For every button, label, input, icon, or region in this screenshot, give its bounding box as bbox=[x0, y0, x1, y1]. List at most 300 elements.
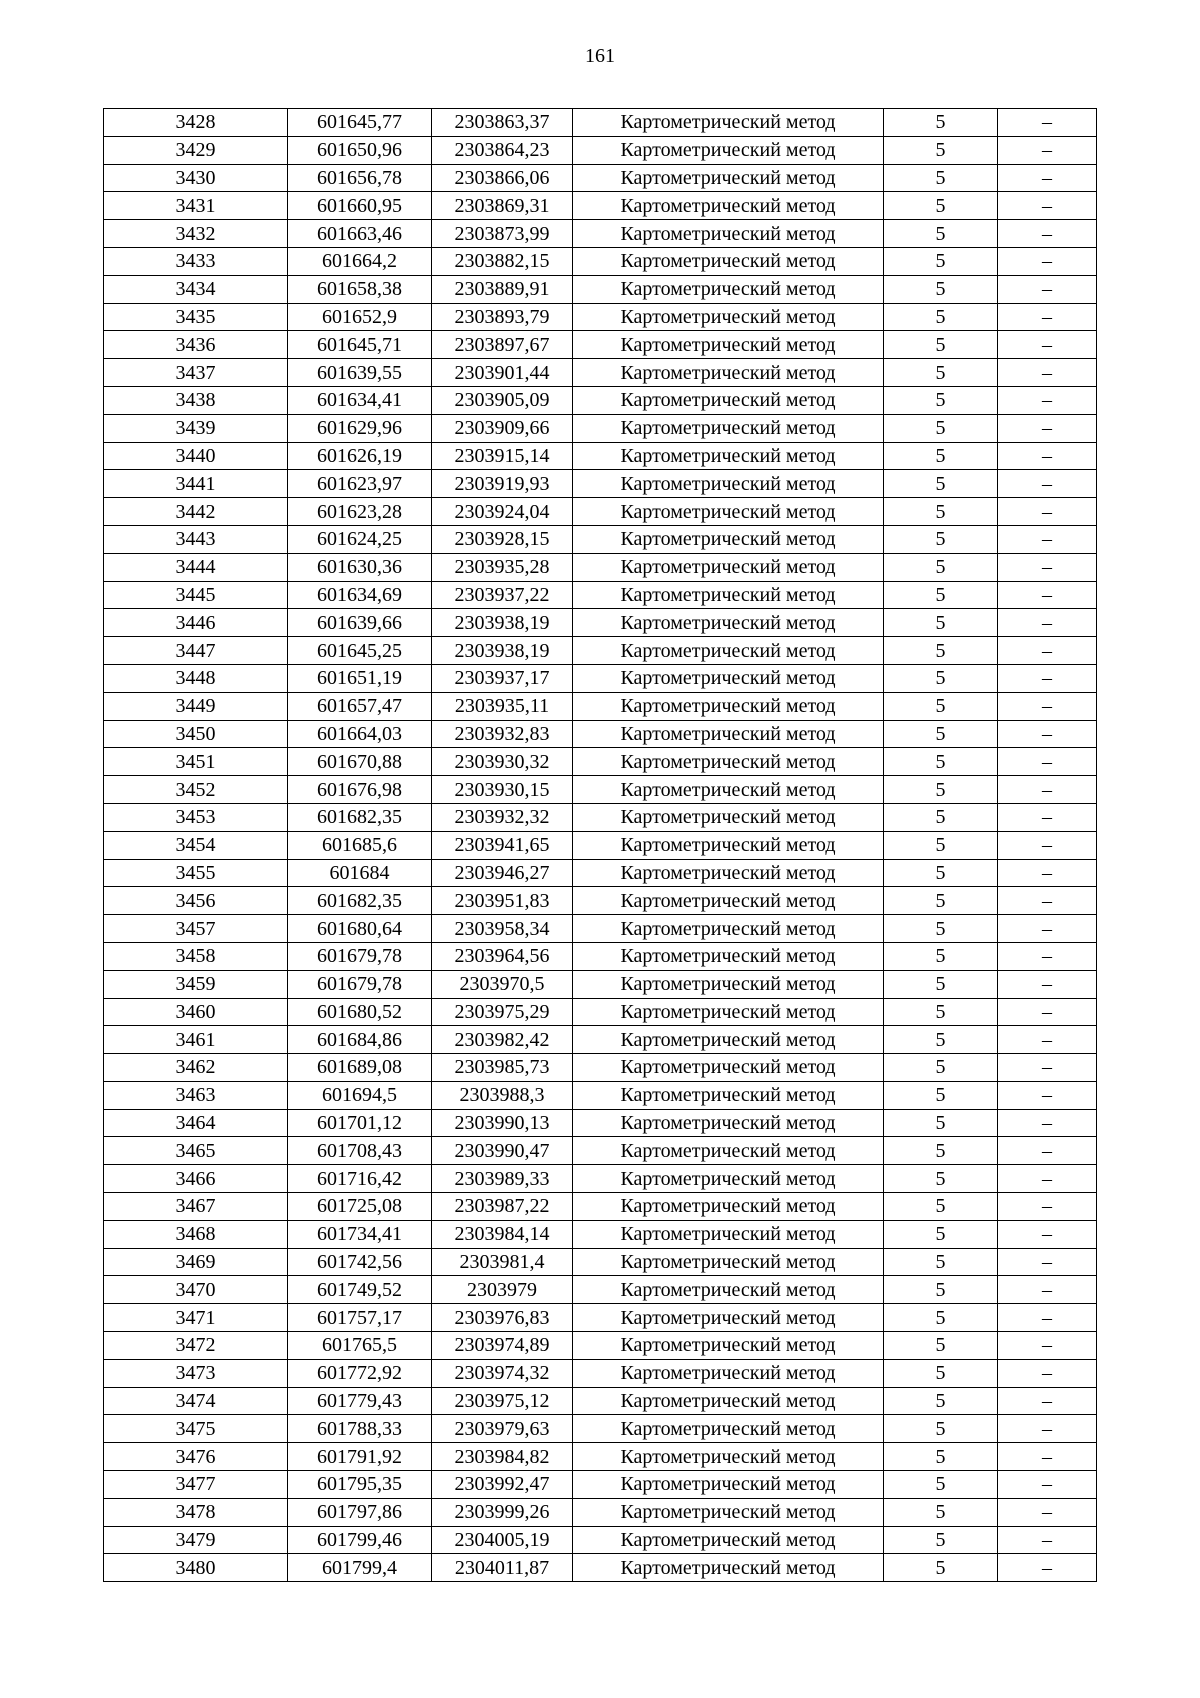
x-coordinate-cell: 601634,69 bbox=[288, 581, 432, 609]
accuracy-cell: 5 bbox=[884, 1054, 998, 1082]
note-cell: – bbox=[998, 1443, 1097, 1471]
point-number-cell: 3464 bbox=[104, 1109, 288, 1137]
x-coordinate-cell: 601657,47 bbox=[288, 692, 432, 720]
accuracy-cell: 5 bbox=[884, 1415, 998, 1443]
x-coordinate-cell: 601663,46 bbox=[288, 220, 432, 248]
note-cell: – bbox=[998, 1248, 1097, 1276]
accuracy-cell: 5 bbox=[884, 1332, 998, 1360]
y-coordinate-cell: 2303938,19 bbox=[432, 609, 573, 637]
x-coordinate-cell: 601650,96 bbox=[288, 136, 432, 164]
method-cell: Картометрический метод bbox=[573, 692, 884, 720]
note-cell: – bbox=[998, 1137, 1097, 1165]
table-row bbox=[104, 275, 1097, 303]
table-row bbox=[104, 1554, 1097, 1582]
point-number-cell: 3471 bbox=[104, 1304, 288, 1332]
x-coordinate-cell: 601788,33 bbox=[288, 1415, 432, 1443]
x-coordinate-cell: 601682,35 bbox=[288, 803, 432, 831]
method-cell: Картометрический метод bbox=[573, 1081, 884, 1109]
y-coordinate-cell: 2303882,15 bbox=[432, 247, 573, 275]
note-cell: – bbox=[998, 1304, 1097, 1332]
point-number-cell: 3468 bbox=[104, 1220, 288, 1248]
method-cell: Картометрический метод bbox=[573, 1359, 884, 1387]
method-cell: Картометрический метод bbox=[573, 359, 884, 387]
accuracy-cell: 5 bbox=[884, 998, 998, 1026]
note-cell: – bbox=[998, 1276, 1097, 1304]
note-cell: – bbox=[998, 192, 1097, 220]
note-cell: – bbox=[998, 525, 1097, 553]
table-row bbox=[104, 1415, 1097, 1443]
y-coordinate-cell: 2303981,4 bbox=[432, 1248, 573, 1276]
note-cell: – bbox=[998, 859, 1097, 887]
method-cell: Картометрический метод bbox=[573, 1026, 884, 1054]
point-number-cell: 3440 bbox=[104, 442, 288, 470]
table-row bbox=[104, 1109, 1097, 1137]
y-coordinate-cell: 2303863,37 bbox=[432, 109, 573, 137]
y-coordinate-cell: 2303988,3 bbox=[432, 1081, 573, 1109]
table-row bbox=[104, 109, 1097, 137]
point-number-cell: 3434 bbox=[104, 275, 288, 303]
accuracy-cell: 5 bbox=[884, 1137, 998, 1165]
point-number-cell: 3469 bbox=[104, 1248, 288, 1276]
y-coordinate-cell: 2303935,28 bbox=[432, 553, 573, 581]
y-coordinate-cell: 2303928,15 bbox=[432, 525, 573, 553]
point-number-cell: 3451 bbox=[104, 748, 288, 776]
point-number-cell: 3435 bbox=[104, 303, 288, 331]
note-cell: – bbox=[998, 609, 1097, 637]
y-coordinate-cell: 2303905,09 bbox=[432, 386, 573, 414]
table-row bbox=[104, 525, 1097, 553]
note-cell: – bbox=[998, 359, 1097, 387]
table-row bbox=[104, 803, 1097, 831]
point-number-cell: 3460 bbox=[104, 998, 288, 1026]
point-number-cell: 3467 bbox=[104, 1193, 288, 1221]
note-cell: – bbox=[998, 915, 1097, 943]
method-cell: Картометрический метод bbox=[573, 637, 884, 665]
accuracy-cell: 5 bbox=[884, 1526, 998, 1554]
method-cell: Картометрический метод bbox=[573, 1332, 884, 1360]
accuracy-cell: 5 bbox=[884, 359, 998, 387]
point-number-cell: 3450 bbox=[104, 720, 288, 748]
table-row bbox=[104, 386, 1097, 414]
note-cell: – bbox=[998, 581, 1097, 609]
note-cell: – bbox=[998, 998, 1097, 1026]
x-coordinate-cell: 601680,52 bbox=[288, 998, 432, 1026]
y-coordinate-cell: 2303909,66 bbox=[432, 414, 573, 442]
y-coordinate-cell: 2303992,47 bbox=[432, 1471, 573, 1499]
note-cell: – bbox=[998, 1165, 1097, 1193]
note-cell: – bbox=[998, 1498, 1097, 1526]
y-coordinate-cell: 2303866,06 bbox=[432, 164, 573, 192]
table-row bbox=[104, 692, 1097, 720]
x-coordinate-cell: 601658,38 bbox=[288, 275, 432, 303]
accuracy-cell: 5 bbox=[884, 109, 998, 137]
point-number-cell: 3474 bbox=[104, 1387, 288, 1415]
method-cell: Картометрический метод bbox=[573, 915, 884, 943]
method-cell: Картометрический метод bbox=[573, 275, 884, 303]
accuracy-cell: 5 bbox=[884, 1304, 998, 1332]
table-row bbox=[104, 1026, 1097, 1054]
table-row bbox=[104, 470, 1097, 498]
point-number-cell: 3472 bbox=[104, 1332, 288, 1360]
table-row bbox=[104, 859, 1097, 887]
x-coordinate-cell: 601791,92 bbox=[288, 1443, 432, 1471]
y-coordinate-cell: 2303990,13 bbox=[432, 1109, 573, 1137]
table-row bbox=[104, 498, 1097, 526]
x-coordinate-cell: 601684,86 bbox=[288, 1026, 432, 1054]
point-number-cell: 3437 bbox=[104, 359, 288, 387]
note-cell: – bbox=[998, 1471, 1097, 1499]
table-row bbox=[104, 164, 1097, 192]
point-number-cell: 3438 bbox=[104, 386, 288, 414]
table-row bbox=[104, 1359, 1097, 1387]
y-coordinate-cell: 2303901,44 bbox=[432, 359, 573, 387]
x-coordinate-cell: 601757,17 bbox=[288, 1304, 432, 1332]
table-row bbox=[104, 887, 1097, 915]
method-cell: Картометрический метод bbox=[573, 1248, 884, 1276]
point-number-cell: 3452 bbox=[104, 776, 288, 804]
table-row bbox=[104, 637, 1097, 665]
x-coordinate-cell: 601734,41 bbox=[288, 1220, 432, 1248]
method-cell: Картометрический метод bbox=[573, 109, 884, 137]
x-coordinate-cell: 601680,64 bbox=[288, 915, 432, 943]
point-number-cell: 3456 bbox=[104, 887, 288, 915]
x-coordinate-cell: 601799,4 bbox=[288, 1554, 432, 1582]
accuracy-cell: 5 bbox=[884, 1220, 998, 1248]
accuracy-cell: 5 bbox=[884, 303, 998, 331]
method-cell: Картометрический метод bbox=[573, 1498, 884, 1526]
y-coordinate-cell: 2303964,56 bbox=[432, 942, 573, 970]
x-coordinate-cell: 601670,88 bbox=[288, 748, 432, 776]
x-coordinate-cell: 601701,12 bbox=[288, 1109, 432, 1137]
accuracy-cell: 5 bbox=[884, 275, 998, 303]
table-row bbox=[104, 1193, 1097, 1221]
x-coordinate-cell: 601797,86 bbox=[288, 1498, 432, 1526]
y-coordinate-cell: 2303893,79 bbox=[432, 303, 573, 331]
x-coordinate-cell: 601772,92 bbox=[288, 1359, 432, 1387]
accuracy-cell: 5 bbox=[884, 1248, 998, 1276]
y-coordinate-cell: 2303919,93 bbox=[432, 470, 573, 498]
method-cell: Картометрический метод bbox=[573, 581, 884, 609]
method-cell: Картометрический метод bbox=[573, 1443, 884, 1471]
table-row bbox=[104, 303, 1097, 331]
point-number-cell: 3443 bbox=[104, 525, 288, 553]
x-coordinate-cell: 601742,56 bbox=[288, 1248, 432, 1276]
method-cell: Картометрический метод bbox=[573, 859, 884, 887]
y-coordinate-cell: 2303930,32 bbox=[432, 748, 573, 776]
accuracy-cell: 5 bbox=[884, 1081, 998, 1109]
x-coordinate-cell: 601676,98 bbox=[288, 776, 432, 804]
y-coordinate-cell: 2303985,73 bbox=[432, 1054, 573, 1082]
method-cell: Картометрический метод bbox=[573, 1137, 884, 1165]
accuracy-cell: 5 bbox=[884, 887, 998, 915]
table-row bbox=[104, 331, 1097, 359]
y-coordinate-cell: 2303987,22 bbox=[432, 1193, 573, 1221]
y-coordinate-cell: 2303889,91 bbox=[432, 275, 573, 303]
method-cell: Картометрический метод bbox=[573, 887, 884, 915]
accuracy-cell: 5 bbox=[884, 247, 998, 275]
x-coordinate-cell: 601626,19 bbox=[288, 442, 432, 470]
point-number-cell: 3447 bbox=[104, 637, 288, 665]
note-cell: – bbox=[998, 942, 1097, 970]
y-coordinate-cell: 2304011,87 bbox=[432, 1554, 573, 1582]
x-coordinate-cell: 601664,2 bbox=[288, 247, 432, 275]
table-row bbox=[104, 1137, 1097, 1165]
note-cell: – bbox=[998, 1109, 1097, 1137]
note-cell: – bbox=[998, 776, 1097, 804]
accuracy-cell: 5 bbox=[884, 637, 998, 665]
accuracy-cell: 5 bbox=[884, 1554, 998, 1582]
accuracy-cell: 5 bbox=[884, 1276, 998, 1304]
accuracy-cell: 5 bbox=[884, 164, 998, 192]
y-coordinate-cell: 2303974,32 bbox=[432, 1359, 573, 1387]
point-number-cell: 3458 bbox=[104, 942, 288, 970]
y-coordinate-cell: 2303864,23 bbox=[432, 136, 573, 164]
method-cell: Картометрический метод bbox=[573, 1109, 884, 1137]
y-coordinate-cell: 2303930,15 bbox=[432, 776, 573, 804]
accuracy-cell: 5 bbox=[884, 1193, 998, 1221]
y-coordinate-cell: 2303979,63 bbox=[432, 1415, 573, 1443]
table-row bbox=[104, 442, 1097, 470]
point-number-cell: 3430 bbox=[104, 164, 288, 192]
note-cell: – bbox=[998, 720, 1097, 748]
point-number-cell: 3476 bbox=[104, 1443, 288, 1471]
point-number-cell: 3470 bbox=[104, 1276, 288, 1304]
accuracy-cell: 5 bbox=[884, 386, 998, 414]
method-cell: Картометрический метод bbox=[573, 164, 884, 192]
accuracy-cell: 5 bbox=[884, 609, 998, 637]
accuracy-cell: 5 bbox=[884, 748, 998, 776]
point-number-cell: 3433 bbox=[104, 247, 288, 275]
x-coordinate-cell: 601679,78 bbox=[288, 942, 432, 970]
y-coordinate-cell: 2304005,19 bbox=[432, 1526, 573, 1554]
point-number-cell: 3436 bbox=[104, 331, 288, 359]
accuracy-cell: 5 bbox=[884, 525, 998, 553]
note-cell: – bbox=[998, 1415, 1097, 1443]
method-cell: Картометрический метод bbox=[573, 776, 884, 804]
x-coordinate-cell: 601685,6 bbox=[288, 831, 432, 859]
point-number-cell: 3445 bbox=[104, 581, 288, 609]
note-cell: – bbox=[998, 331, 1097, 359]
point-number-cell: 3449 bbox=[104, 692, 288, 720]
note-cell: – bbox=[998, 803, 1097, 831]
note-cell: – bbox=[998, 414, 1097, 442]
method-cell: Картометрический метод bbox=[573, 998, 884, 1026]
note-cell: – bbox=[998, 303, 1097, 331]
table-row bbox=[104, 970, 1097, 998]
method-cell: Картометрический метод bbox=[573, 303, 884, 331]
point-number-cell: 3448 bbox=[104, 664, 288, 692]
y-coordinate-cell: 2303924,04 bbox=[432, 498, 573, 526]
accuracy-cell: 5 bbox=[884, 1165, 998, 1193]
table-row bbox=[104, 942, 1097, 970]
accuracy-cell: 5 bbox=[884, 970, 998, 998]
point-number-cell: 3431 bbox=[104, 192, 288, 220]
method-cell: Картометрический метод bbox=[573, 498, 884, 526]
point-number-cell: 3444 bbox=[104, 553, 288, 581]
y-coordinate-cell: 2303984,82 bbox=[432, 1443, 573, 1471]
point-number-cell: 3446 bbox=[104, 609, 288, 637]
note-cell: – bbox=[998, 442, 1097, 470]
x-coordinate-cell: 601645,71 bbox=[288, 331, 432, 359]
point-number-cell: 3463 bbox=[104, 1081, 288, 1109]
accuracy-cell: 5 bbox=[884, 776, 998, 804]
x-coordinate-cell: 601634,41 bbox=[288, 386, 432, 414]
method-cell: Картометрический метод bbox=[573, 1471, 884, 1499]
accuracy-cell: 5 bbox=[884, 192, 998, 220]
method-cell: Картометрический метод bbox=[573, 553, 884, 581]
method-cell: Картометрический метод bbox=[573, 470, 884, 498]
x-coordinate-cell: 601682,35 bbox=[288, 887, 432, 915]
x-coordinate-cell: 601624,25 bbox=[288, 525, 432, 553]
x-coordinate-cell: 601660,95 bbox=[288, 192, 432, 220]
note-cell: – bbox=[998, 1359, 1097, 1387]
accuracy-cell: 5 bbox=[884, 803, 998, 831]
note-cell: – bbox=[998, 1081, 1097, 1109]
table-row bbox=[104, 1443, 1097, 1471]
x-coordinate-cell: 601623,97 bbox=[288, 470, 432, 498]
point-number-cell: 3466 bbox=[104, 1165, 288, 1193]
accuracy-cell: 5 bbox=[884, 942, 998, 970]
x-coordinate-cell: 601725,08 bbox=[288, 1193, 432, 1221]
x-coordinate-cell: 601694,5 bbox=[288, 1081, 432, 1109]
table-row bbox=[104, 1304, 1097, 1332]
table-body bbox=[104, 109, 1097, 1582]
point-number-cell: 3455 bbox=[104, 859, 288, 887]
method-cell: Картометрический метод bbox=[573, 1304, 884, 1332]
y-coordinate-cell: 2303975,29 bbox=[432, 998, 573, 1026]
point-number-cell: 3478 bbox=[104, 1498, 288, 1526]
point-number-cell: 3454 bbox=[104, 831, 288, 859]
table-row bbox=[104, 1332, 1097, 1360]
note-cell: – bbox=[998, 1332, 1097, 1360]
method-cell: Картометрический метод bbox=[573, 1387, 884, 1415]
note-cell: – bbox=[998, 1526, 1097, 1554]
note-cell: – bbox=[998, 247, 1097, 275]
note-cell: – bbox=[998, 1554, 1097, 1582]
accuracy-cell: 5 bbox=[884, 470, 998, 498]
table-row bbox=[104, 1220, 1097, 1248]
note-cell: – bbox=[998, 553, 1097, 581]
accuracy-cell: 5 bbox=[884, 1498, 998, 1526]
point-number-cell: 3479 bbox=[104, 1526, 288, 1554]
accuracy-cell: 5 bbox=[884, 1359, 998, 1387]
table-row bbox=[104, 664, 1097, 692]
y-coordinate-cell: 2303990,47 bbox=[432, 1137, 573, 1165]
table-row bbox=[104, 748, 1097, 776]
accuracy-cell: 5 bbox=[884, 720, 998, 748]
note-cell: – bbox=[998, 831, 1097, 859]
method-cell: Картометрический метод bbox=[573, 136, 884, 164]
y-coordinate-cell: 2303946,27 bbox=[432, 859, 573, 887]
note-cell: – bbox=[998, 136, 1097, 164]
accuracy-cell: 5 bbox=[884, 664, 998, 692]
y-coordinate-cell: 2303976,83 bbox=[432, 1304, 573, 1332]
point-number-cell: 3441 bbox=[104, 470, 288, 498]
y-coordinate-cell: 2303932,32 bbox=[432, 803, 573, 831]
method-cell: Картометрический метод bbox=[573, 331, 884, 359]
method-cell: Картометрический метод bbox=[573, 247, 884, 275]
method-cell: Картометрический метод bbox=[573, 386, 884, 414]
x-coordinate-cell: 601795,35 bbox=[288, 1471, 432, 1499]
method-cell: Картометрический метод bbox=[573, 970, 884, 998]
method-cell: Картометрический метод bbox=[573, 748, 884, 776]
x-coordinate-cell: 601652,9 bbox=[288, 303, 432, 331]
note-cell: – bbox=[998, 1193, 1097, 1221]
note-cell: – bbox=[998, 887, 1097, 915]
point-number-cell: 3473 bbox=[104, 1359, 288, 1387]
y-coordinate-cell: 2303999,26 bbox=[432, 1498, 573, 1526]
x-coordinate-cell: 601765,5 bbox=[288, 1332, 432, 1360]
accuracy-cell: 5 bbox=[884, 1109, 998, 1137]
note-cell: – bbox=[998, 109, 1097, 137]
y-coordinate-cell: 2303869,31 bbox=[432, 192, 573, 220]
x-coordinate-cell: 601629,96 bbox=[288, 414, 432, 442]
page-number: 161 bbox=[585, 45, 615, 67]
method-cell: Картометрический метод bbox=[573, 1554, 884, 1582]
y-coordinate-cell: 2303975,12 bbox=[432, 1387, 573, 1415]
y-coordinate-cell: 2303937,22 bbox=[432, 581, 573, 609]
note-cell: – bbox=[998, 692, 1097, 720]
note-cell: – bbox=[998, 1054, 1097, 1082]
method-cell: Картометрический метод bbox=[573, 1220, 884, 1248]
point-number-cell: 3459 bbox=[104, 970, 288, 998]
table-row bbox=[104, 414, 1097, 442]
x-coordinate-cell: 601799,46 bbox=[288, 1526, 432, 1554]
x-coordinate-cell: 601623,28 bbox=[288, 498, 432, 526]
note-cell: – bbox=[998, 664, 1097, 692]
y-coordinate-cell: 2303937,17 bbox=[432, 664, 573, 692]
y-coordinate-cell: 2303938,19 bbox=[432, 637, 573, 665]
y-coordinate-cell: 2303941,65 bbox=[432, 831, 573, 859]
note-cell: – bbox=[998, 1220, 1097, 1248]
note-cell: – bbox=[998, 498, 1097, 526]
accuracy-cell: 5 bbox=[884, 414, 998, 442]
accuracy-cell: 5 bbox=[884, 859, 998, 887]
y-coordinate-cell: 2303984,14 bbox=[432, 1220, 573, 1248]
x-coordinate-cell: 601651,19 bbox=[288, 664, 432, 692]
table-row bbox=[104, 1081, 1097, 1109]
point-number-cell: 3442 bbox=[104, 498, 288, 526]
y-coordinate-cell: 2303974,89 bbox=[432, 1332, 573, 1360]
method-cell: Картометрический метод bbox=[573, 192, 884, 220]
method-cell: Картометрический метод bbox=[573, 720, 884, 748]
y-coordinate-cell: 2303897,67 bbox=[432, 331, 573, 359]
method-cell: Картометрический метод bbox=[573, 442, 884, 470]
accuracy-cell: 5 bbox=[884, 915, 998, 943]
x-coordinate-cell: 601664,03 bbox=[288, 720, 432, 748]
y-coordinate-cell: 2303989,33 bbox=[432, 1165, 573, 1193]
accuracy-cell: 5 bbox=[884, 581, 998, 609]
y-coordinate-cell: 2303932,83 bbox=[432, 720, 573, 748]
accuracy-cell: 5 bbox=[884, 1443, 998, 1471]
y-coordinate-cell: 2303982,42 bbox=[432, 1026, 573, 1054]
note-cell: – bbox=[998, 748, 1097, 776]
table-row bbox=[104, 1054, 1097, 1082]
note-cell: – bbox=[998, 220, 1097, 248]
method-cell: Картометрический метод bbox=[573, 525, 884, 553]
accuracy-cell: 5 bbox=[884, 553, 998, 581]
x-coordinate-cell: 601645,77 bbox=[288, 109, 432, 137]
table-row bbox=[104, 1165, 1097, 1193]
x-coordinate-cell: 601656,78 bbox=[288, 164, 432, 192]
table-row bbox=[104, 1276, 1097, 1304]
point-number-cell: 3457 bbox=[104, 915, 288, 943]
point-number-cell: 3453 bbox=[104, 803, 288, 831]
y-coordinate-cell: 2303979 bbox=[432, 1276, 573, 1304]
table-row bbox=[104, 776, 1097, 804]
note-cell: – bbox=[998, 1026, 1097, 1054]
table-row bbox=[104, 998, 1097, 1026]
